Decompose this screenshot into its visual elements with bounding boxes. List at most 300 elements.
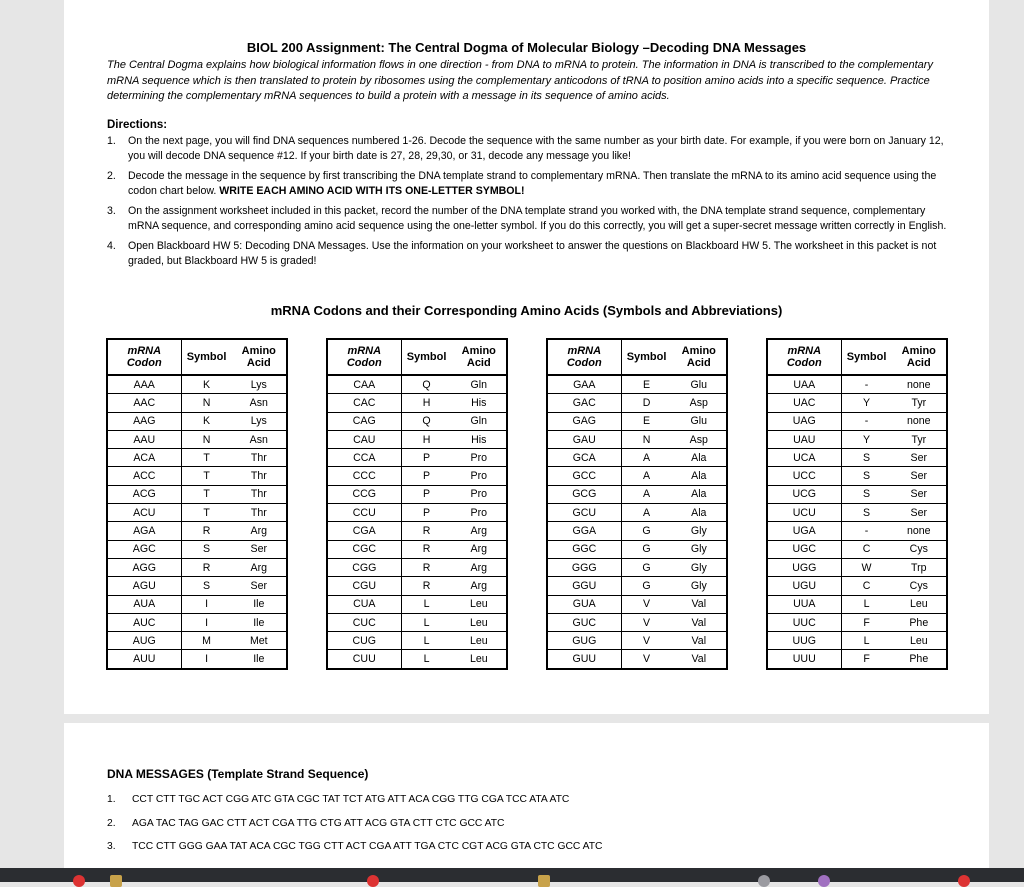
directions-list bbox=[107, 134, 952, 274]
symbol-cell: S bbox=[181, 577, 232, 595]
codon-row bbox=[767, 394, 947, 412]
directions-heading: Directions: bbox=[107, 119, 168, 131]
codon-row bbox=[767, 558, 947, 576]
codon-row bbox=[327, 577, 507, 595]
direction-number: 1. bbox=[107, 135, 116, 147]
codon-row bbox=[107, 540, 287, 558]
amino-acid-cell: Ile bbox=[232, 595, 287, 613]
symbol-cell: S bbox=[841, 449, 892, 467]
amino-acid-cell: Ser bbox=[232, 540, 287, 558]
symbol-cell: Q bbox=[401, 375, 452, 394]
symbol-cell: A bbox=[621, 504, 672, 522]
document-page-2 bbox=[64, 723, 989, 868]
amino-acid-cell: Arg bbox=[452, 522, 507, 540]
codon-cell: UGA bbox=[767, 522, 841, 540]
header-text: Amino bbox=[241, 344, 276, 357]
direction-item bbox=[107, 239, 952, 268]
codon-cell: GGU bbox=[547, 577, 621, 595]
symbol-cell: L bbox=[401, 595, 452, 613]
symbol-cell: P bbox=[401, 467, 452, 485]
codon-cell: GCC bbox=[547, 467, 621, 485]
codon-cell: UUA bbox=[767, 595, 841, 613]
header-text: Codon bbox=[566, 357, 602, 369]
amino-acid-cell: none bbox=[892, 412, 947, 430]
codon-row bbox=[767, 430, 947, 448]
codon-row bbox=[107, 394, 287, 412]
codon-cell: GGA bbox=[547, 522, 621, 540]
codon-cell: AGU bbox=[107, 577, 181, 595]
symbol-cell: - bbox=[841, 375, 892, 394]
codon-row bbox=[767, 504, 947, 522]
amino-acid-cell: Phe bbox=[892, 613, 947, 631]
codon-cell: AGA bbox=[107, 522, 181, 540]
codon-cell: UGG bbox=[767, 558, 841, 576]
symbol-cell: C bbox=[841, 577, 892, 595]
symbol-cell: L bbox=[841, 595, 892, 613]
amino-acid-cell: Cys bbox=[892, 540, 947, 558]
header-text: Amino bbox=[901, 344, 936, 357]
symbol-cell: E bbox=[621, 375, 672, 394]
symbol-cell: - bbox=[841, 522, 892, 540]
message-sequence: TCC CTT GGG GAA TAT ACA CGC TGG CTT ACT CGA ATT TGA CTC CGT ACG GTA CTC GCC ATC bbox=[132, 841, 603, 852]
amino-acid-cell: none bbox=[892, 522, 947, 540]
codon-table-header-row bbox=[327, 339, 507, 375]
codon-cell: AGG bbox=[107, 558, 181, 576]
codon-row bbox=[327, 394, 507, 412]
codon-cell: ACU bbox=[107, 504, 181, 522]
codon-row bbox=[327, 540, 507, 558]
codon-cell: UAG bbox=[767, 412, 841, 430]
codon-cell: CCC bbox=[327, 467, 401, 485]
amino-acid-cell: Arg bbox=[452, 540, 507, 558]
direction-item bbox=[107, 169, 952, 198]
symbol-cell: R bbox=[401, 540, 452, 558]
amino-acid-cell: Met bbox=[232, 632, 287, 650]
codon-cell: UAA bbox=[767, 375, 841, 394]
codon-row bbox=[547, 522, 727, 540]
amino-acid-cell: Pro bbox=[452, 449, 507, 467]
codon-row bbox=[107, 522, 287, 540]
header-mrna-codon bbox=[547, 339, 621, 375]
codon-cell: GAG bbox=[547, 412, 621, 430]
amino-acid-cell: Ser bbox=[232, 577, 287, 595]
red-dot-icon[interactable] bbox=[367, 875, 379, 887]
amino-acid-cell: His bbox=[452, 394, 507, 412]
amino-acid-cell: Ser bbox=[892, 504, 947, 522]
amino-acid-cell: Lys bbox=[232, 375, 287, 394]
codon-cell: CUU bbox=[327, 650, 401, 669]
codon-row bbox=[107, 504, 287, 522]
codon-cell: GAC bbox=[547, 394, 621, 412]
codon-row bbox=[547, 430, 727, 448]
symbol-cell: V bbox=[643, 653, 651, 666]
codon-row bbox=[767, 467, 947, 485]
amino-acid-cell: Ile bbox=[232, 613, 287, 631]
codon-row bbox=[107, 430, 287, 448]
codon-row bbox=[107, 558, 287, 576]
amino-acid-cell: Leu bbox=[892, 632, 947, 650]
codon-cell: AAG bbox=[107, 412, 181, 430]
codon-row bbox=[767, 577, 947, 595]
header-text: Acid bbox=[246, 357, 271, 369]
header-symbol: Symbol bbox=[841, 339, 892, 375]
red-dot-icon[interactable] bbox=[73, 875, 85, 887]
intro-paragraph: The Central Dogma explains how biological information flows in one direction - from DNA to mRNA to protein. The information in DNA is transcribed to the complementary mRNA sequence which is then translated to protein by ribosomes using the complementary anticodons of tRNA to position amino acids into a specific sequence. Practice determining the complementary mRNA sequences to build a protein with a message in its sequence of amino acids. bbox=[107, 59, 933, 102]
codon-cell: CUA bbox=[327, 595, 401, 613]
header-text: Acid bbox=[466, 357, 491, 369]
symbol-cell: T bbox=[181, 504, 232, 522]
symbol-cell: F bbox=[863, 653, 870, 666]
symbol-cell: R bbox=[401, 558, 452, 576]
codon-row bbox=[327, 558, 507, 576]
dna-message-item bbox=[107, 818, 603, 842]
codon-row bbox=[547, 449, 727, 467]
codon-table-g bbox=[546, 338, 728, 670]
header-text: Acid bbox=[686, 357, 711, 369]
direction-text: Decode the message in the sequence by first transcribing the DNA template strand to complementary mRNA. Then translate the mRNA to its amino acid sequence using the codon chart below. bbox=[128, 170, 937, 197]
codon-row bbox=[327, 613, 507, 631]
app-icon[interactable] bbox=[818, 875, 830, 887]
codon-cell: CAU bbox=[327, 430, 401, 448]
symbol-cell: N bbox=[181, 394, 232, 412]
codon-cell: GCG bbox=[547, 485, 621, 503]
codon-cell: UCU bbox=[767, 504, 841, 522]
folder-icon[interactable] bbox=[110, 875, 122, 887]
codon-row bbox=[327, 412, 507, 430]
symbol-cell: K bbox=[181, 412, 232, 430]
amino-acid-cell: Asp bbox=[672, 430, 727, 448]
amino-acid-cell: Pro bbox=[452, 504, 507, 522]
amino-acid-cell: Glu bbox=[672, 375, 727, 394]
amino-acid-cell: Ser bbox=[892, 485, 947, 503]
amino-acid-cell: Asn bbox=[232, 394, 287, 412]
symbol-cell: I bbox=[181, 613, 232, 631]
codon-cell: UUC bbox=[767, 613, 841, 631]
amino-acid-cell: Asp bbox=[672, 394, 727, 412]
codon-cell: GAA bbox=[547, 375, 621, 394]
codon-table-title: mRNA Codons and their Corresponding Amino Acids (Symbols and Abbreviations) bbox=[270, 303, 783, 318]
codon-row bbox=[767, 613, 947, 631]
amino-acid-cell: Gly bbox=[672, 540, 727, 558]
codon-row bbox=[767, 449, 947, 467]
amino-acid-cell: Ala bbox=[672, 485, 727, 503]
amino-acid-cell: Thr bbox=[232, 485, 287, 503]
codon-table-header-row bbox=[767, 339, 947, 375]
direction-item bbox=[107, 134, 952, 163]
codon-row bbox=[547, 485, 727, 503]
symbol-cell: I bbox=[205, 653, 209, 666]
symbol-cell: A bbox=[621, 467, 672, 485]
header-symbol: Symbol bbox=[621, 339, 672, 375]
symbol-cell: L bbox=[841, 632, 892, 650]
amino-acid-cell: Leu bbox=[452, 595, 507, 613]
amino-acid-cell: Arg bbox=[232, 558, 287, 576]
codon-row bbox=[767, 375, 947, 394]
codon-cell: GUC bbox=[547, 613, 621, 631]
direction-number: 2. bbox=[107, 170, 116, 182]
header-text: Acid bbox=[906, 357, 931, 369]
codon-cell: CUC bbox=[327, 613, 401, 631]
amino-acid-cell: Leu bbox=[892, 595, 947, 613]
amino-acid-cell: none bbox=[892, 375, 947, 394]
codon-row bbox=[547, 595, 727, 613]
codon-row bbox=[767, 522, 947, 540]
codon-row bbox=[767, 485, 947, 503]
symbol-cell: H bbox=[401, 430, 452, 448]
symbol-cell: R bbox=[181, 558, 232, 576]
codon-row bbox=[547, 613, 727, 631]
symbol-cell: F bbox=[841, 613, 892, 631]
codon-cell: CAC bbox=[327, 394, 401, 412]
codon-row bbox=[767, 540, 947, 558]
red-dot-icon[interactable] bbox=[958, 875, 970, 887]
message-sequence: AGA TAC TAG GAC CTT ACT CGA TTG CTG ATT ACG GTA CTT CTC GCC ATC bbox=[132, 817, 505, 829]
codon-row bbox=[327, 650, 507, 669]
header-text: Amino bbox=[681, 344, 716, 357]
codon-cell: ACC bbox=[107, 467, 181, 485]
symbol-cell: I bbox=[181, 595, 232, 613]
amino-acid-cell: Cys bbox=[892, 577, 947, 595]
symbol-cell: L bbox=[423, 653, 430, 666]
symbol-cell: V bbox=[621, 632, 672, 650]
amino-acid-cell: Tyr bbox=[892, 394, 947, 412]
amino-acid-cell: Leu bbox=[452, 632, 507, 650]
header-mrna-codon bbox=[107, 339, 181, 375]
codon-cell: UGC bbox=[767, 540, 841, 558]
codon-table-header-row bbox=[547, 339, 727, 375]
header-text: Codon bbox=[786, 357, 822, 369]
codon-cell: AUG bbox=[107, 632, 181, 650]
codon-row bbox=[107, 650, 287, 669]
codon-table-u bbox=[766, 338, 948, 670]
codon-cell: CUG bbox=[327, 632, 401, 650]
document-page-1 bbox=[64, 0, 989, 714]
symbol-cell: R bbox=[401, 522, 452, 540]
codon-row bbox=[327, 467, 507, 485]
symbol-cell: G bbox=[621, 558, 672, 576]
header-amino-acid bbox=[452, 339, 507, 375]
symbol-cell: G bbox=[621, 540, 672, 558]
header-amino-acid bbox=[232, 339, 287, 375]
amino-acid-cell: Gly bbox=[672, 577, 727, 595]
header-mrna-codon bbox=[327, 339, 401, 375]
codon-row bbox=[547, 394, 727, 412]
header-amino-acid bbox=[892, 339, 947, 375]
direction-number: 4. bbox=[107, 240, 116, 252]
app-icon[interactable] bbox=[758, 875, 770, 887]
symbol-cell: P bbox=[401, 449, 452, 467]
symbol-cell: V bbox=[621, 595, 672, 613]
header-text: Codon bbox=[126, 357, 162, 369]
symbol-cell: Y bbox=[841, 394, 892, 412]
codon-table-header-row bbox=[107, 339, 287, 375]
codon-row bbox=[107, 467, 287, 485]
amino-acid-cell: Gly bbox=[672, 558, 727, 576]
amino-acid-cell: Asn bbox=[232, 430, 287, 448]
amino-acid-cell: Gly bbox=[672, 522, 727, 540]
symbol-cell: S bbox=[841, 467, 892, 485]
header-text: mRNA bbox=[127, 344, 162, 357]
direction-text: On the assignment worksheet included in this packet, record the number of the DNA template strand you worked with, the DNA template strand sequence, complementary mRNA sequence, and corresponding amino acid sequence using the one-letter symbol. If you do this correctly, you will get a super-secret message written correctly in English. bbox=[128, 205, 947, 232]
direction-number: 3. bbox=[107, 205, 116, 217]
amino-acid-cell: Arg bbox=[232, 522, 287, 540]
amino-acid-cell: Val bbox=[672, 613, 727, 631]
codon-cell: ACA bbox=[107, 449, 181, 467]
symbol-cell: W bbox=[841, 558, 892, 576]
codon-cell: UCG bbox=[767, 485, 841, 503]
direction-text: Open Blackboard HW 5: Decoding DNA Messages. Use the information on your worksheet to answer the questions on Blackboard HW 5. The worksheet in this packet is not graded, but Blackboard HW 5 is graded! bbox=[128, 240, 937, 267]
codon-row bbox=[107, 613, 287, 631]
symbol-cell: N bbox=[181, 430, 232, 448]
amino-acid-cell: Lys bbox=[232, 412, 287, 430]
message-number: 1. bbox=[107, 794, 116, 805]
codon-row bbox=[327, 430, 507, 448]
codon-cell: GUA bbox=[547, 595, 621, 613]
codon-row bbox=[107, 375, 287, 394]
codon-row bbox=[547, 467, 727, 485]
codon-row bbox=[547, 412, 727, 430]
app-icon[interactable] bbox=[538, 875, 550, 887]
codon-row bbox=[327, 485, 507, 503]
header-text: mRNA bbox=[347, 344, 382, 357]
symbol-cell: N bbox=[621, 430, 672, 448]
codon-cell: GGG bbox=[547, 558, 621, 576]
amino-acid-cell: Val bbox=[672, 632, 727, 650]
codon-table-c bbox=[326, 338, 508, 670]
amino-acid-cell: Val bbox=[672, 595, 727, 613]
codon-row bbox=[547, 540, 727, 558]
codon-cell: GCA bbox=[547, 449, 621, 467]
dna-messages-heading: DNA MESSAGES (Template Strand Sequence) bbox=[107, 767, 369, 781]
codon-cell: AUU bbox=[107, 650, 181, 669]
direction-item bbox=[107, 204, 952, 233]
symbol-cell: K bbox=[181, 375, 232, 394]
header-symbol: Symbol bbox=[401, 339, 452, 375]
codon-row bbox=[327, 504, 507, 522]
amino-acid-cell: Leu bbox=[469, 653, 488, 666]
symbol-cell: L bbox=[401, 613, 452, 631]
codon-cell: UUU bbox=[767, 650, 841, 669]
codon-cell: AAU bbox=[107, 430, 181, 448]
codon-cell: UAU bbox=[767, 430, 841, 448]
amino-acid-cell: Pro bbox=[452, 485, 507, 503]
amino-acid-cell: Arg bbox=[452, 558, 507, 576]
symbol-cell: G bbox=[621, 577, 672, 595]
amino-acid-cell: Pro bbox=[452, 467, 507, 485]
amino-acid-cell: Phe bbox=[909, 653, 929, 666]
dock-bar bbox=[0, 868, 1024, 882]
header-text: Codon bbox=[346, 357, 382, 369]
amino-acid-cell: His bbox=[452, 430, 507, 448]
amino-acid-cell: Thr bbox=[232, 449, 287, 467]
symbol-cell: M bbox=[181, 632, 232, 650]
codon-row bbox=[547, 504, 727, 522]
codon-row bbox=[327, 449, 507, 467]
codon-cell: CCG bbox=[327, 485, 401, 503]
codon-row bbox=[767, 412, 947, 430]
direction-emphasis: WRITE EACH AMINO ACID WITH ITS ONE-LETTER SYMBOL! bbox=[219, 184, 525, 197]
codon-row bbox=[107, 485, 287, 503]
codon-row bbox=[547, 650, 727, 669]
amino-acid-cell: Glu bbox=[672, 412, 727, 430]
symbol-cell: S bbox=[841, 485, 892, 503]
assignment-title: BIOL 200 Assignment: The Central Dogma of Molecular Biology –Decoding DNA Messages bbox=[246, 40, 807, 55]
symbol-cell: A bbox=[621, 485, 672, 503]
codon-row bbox=[327, 632, 507, 650]
amino-acid-cell: Gln bbox=[452, 375, 507, 394]
symbol-cell: G bbox=[621, 522, 672, 540]
amino-acid-cell: Thr bbox=[232, 467, 287, 485]
header-symbol: Symbol bbox=[181, 339, 232, 375]
codon-cell: GAU bbox=[547, 430, 621, 448]
symbol-cell: S bbox=[181, 540, 232, 558]
codon-row bbox=[767, 650, 947, 669]
codon-row bbox=[107, 595, 287, 613]
symbol-cell: - bbox=[841, 412, 892, 430]
symbol-cell: P bbox=[401, 485, 452, 503]
codon-cell: AGC bbox=[107, 540, 181, 558]
codon-cell: GUU bbox=[547, 650, 621, 669]
codon-row bbox=[767, 595, 947, 613]
codon-cell: UAC bbox=[767, 394, 841, 412]
symbol-cell: A bbox=[621, 449, 672, 467]
amino-acid-cell: Trp bbox=[892, 558, 947, 576]
codon-cell: UGU bbox=[767, 577, 841, 595]
codon-row bbox=[107, 449, 287, 467]
header-amino-acid bbox=[672, 339, 727, 375]
header-text: mRNA bbox=[787, 344, 822, 357]
codon-cell: CAG bbox=[327, 412, 401, 430]
codon-cell: CCA bbox=[327, 449, 401, 467]
dna-message-item bbox=[107, 841, 603, 865]
symbol-cell: T bbox=[181, 467, 232, 485]
codon-row bbox=[107, 412, 287, 430]
codon-cell: UCC bbox=[767, 467, 841, 485]
codon-row bbox=[547, 632, 727, 650]
symbol-cell: P bbox=[401, 504, 452, 522]
symbol-cell: C bbox=[841, 540, 892, 558]
symbol-cell: L bbox=[401, 632, 452, 650]
header-text: mRNA bbox=[567, 344, 602, 357]
codon-cell: GCU bbox=[547, 504, 621, 522]
codon-row bbox=[327, 595, 507, 613]
amino-acid-cell: Leu bbox=[452, 613, 507, 631]
codon-cell: UUG bbox=[767, 632, 841, 650]
codon-row bbox=[107, 632, 287, 650]
symbol-cell: E bbox=[621, 412, 672, 430]
symbol-cell: D bbox=[621, 394, 672, 412]
message-number: 2. bbox=[107, 817, 116, 829]
dna-messages-list bbox=[107, 794, 603, 865]
amino-acid-cell: Ala bbox=[672, 504, 727, 522]
codon-cell: AUA bbox=[107, 595, 181, 613]
amino-acid-cell: Ile bbox=[253, 653, 265, 666]
amino-acid-cell: Ser bbox=[892, 467, 947, 485]
codon-cell: AAC bbox=[107, 394, 181, 412]
codon-row bbox=[547, 558, 727, 576]
codon-cell: GUG bbox=[547, 632, 621, 650]
codon-cell: UCA bbox=[767, 449, 841, 467]
symbol-cell: Y bbox=[841, 430, 892, 448]
symbol-cell: S bbox=[841, 504, 892, 522]
message-sequence: CCT CTT TGC ACT CGG ATC GTA CGC TAT TCT ATG ATT ACA CGG TTG CGA TCC ATA ATC bbox=[132, 794, 570, 805]
codon-cell: CGC bbox=[327, 540, 401, 558]
codon-cell: GGC bbox=[547, 540, 621, 558]
codon-row bbox=[327, 375, 507, 394]
codon-cell: AUC bbox=[107, 613, 181, 631]
header-mrna-codon bbox=[767, 339, 841, 375]
symbol-cell: T bbox=[181, 449, 232, 467]
